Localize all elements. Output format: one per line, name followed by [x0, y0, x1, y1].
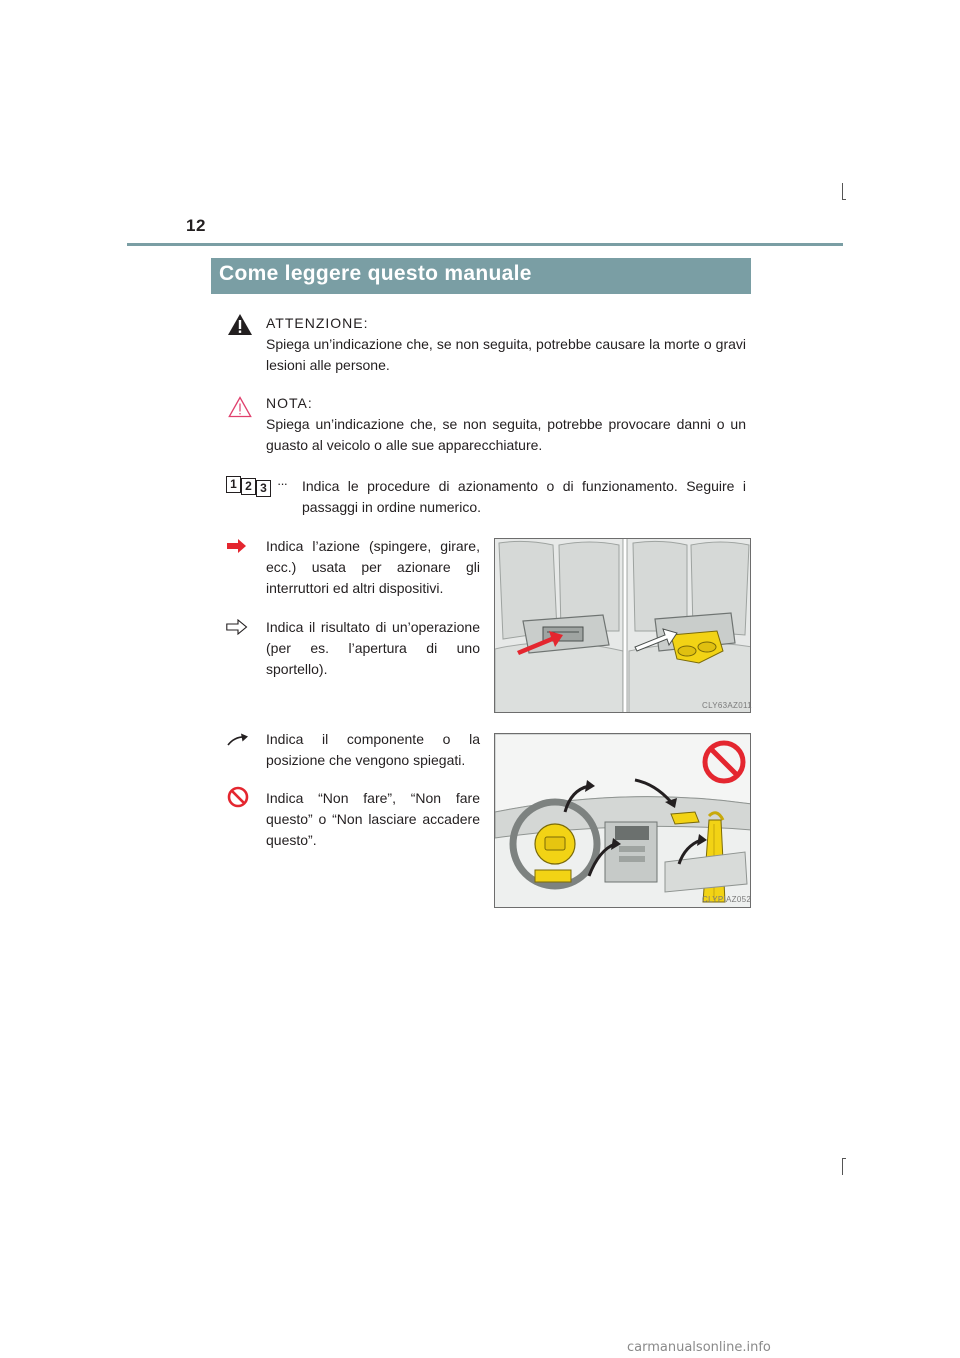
steps-text: Indica le procedure di azionamento o di funzionamento. Seguire i passaggi in ordine numerico. [302, 478, 746, 515]
numbered-steps-icon [226, 476, 294, 498]
prohibited-text: Indica “Non fare”, “Non fare questo” o “Non lasciare accadere questo”. [266, 790, 480, 848]
page-number: 12 [186, 216, 206, 235]
step-dots: ··· [277, 476, 287, 491]
warning-entry [266, 313, 746, 376]
warning-triangle-filled-icon [227, 313, 253, 336]
action-arrow-text: Indica l’azione (spingere, girare, ecc.) usata per azionare gli interruttori ed altri dispositivi. [266, 538, 480, 596]
warning-triangle-outline-icon [228, 396, 252, 418]
crop-mark-top [842, 183, 843, 200]
step-digit-3: 3 [256, 480, 271, 497]
notice-entry [266, 393, 746, 456]
armrest-illustration [494, 538, 751, 713]
filled-arrow-icon [227, 539, 247, 553]
dashboard-illustration-code: CLYPIAZ052 [702, 895, 752, 904]
section-title [211, 258, 751, 294]
outline-arrow-icon [226, 619, 248, 635]
dashboard-drawing [495, 734, 751, 908]
crop-mark-bottom [842, 1158, 843, 1175]
pointer-text: Indica il componente o la posizione che vengono spiegati. [266, 731, 480, 768]
armrest-illustration-code: CLY63AZ011 [702, 701, 752, 710]
step-digit-2: 2 [241, 478, 256, 495]
header-rule [127, 243, 843, 246]
dashboard-illustration [494, 733, 751, 908]
curved-pointer-arrow-icon [227, 733, 249, 747]
step-digit-1: 1 [226, 476, 241, 493]
prohibition-icon [227, 786, 249, 808]
section-title-text: Come leggere questo manuale [219, 262, 532, 285]
footer-watermark: carmanualsonline.info [627, 1340, 771, 1355]
warning-title: ATTENZIONE: [266, 315, 369, 331]
warning-text: Spiega un’indicazione che, se non seguita, potrebbe causare la morte o gravi lesioni alle persone. [266, 336, 746, 373]
result-arrow-text: Indica il risultato di un’operazione (per es. l’apertura di uno sportello). [266, 619, 480, 677]
notice-title: NOTA: [266, 395, 313, 411]
armrest-drawing [495, 539, 751, 713]
notice-text: Spiega un’indicazione che, se non seguita, potrebbe provocare danni o un guasto al veicolo o alle sue apparecchiature. [266, 416, 746, 453]
